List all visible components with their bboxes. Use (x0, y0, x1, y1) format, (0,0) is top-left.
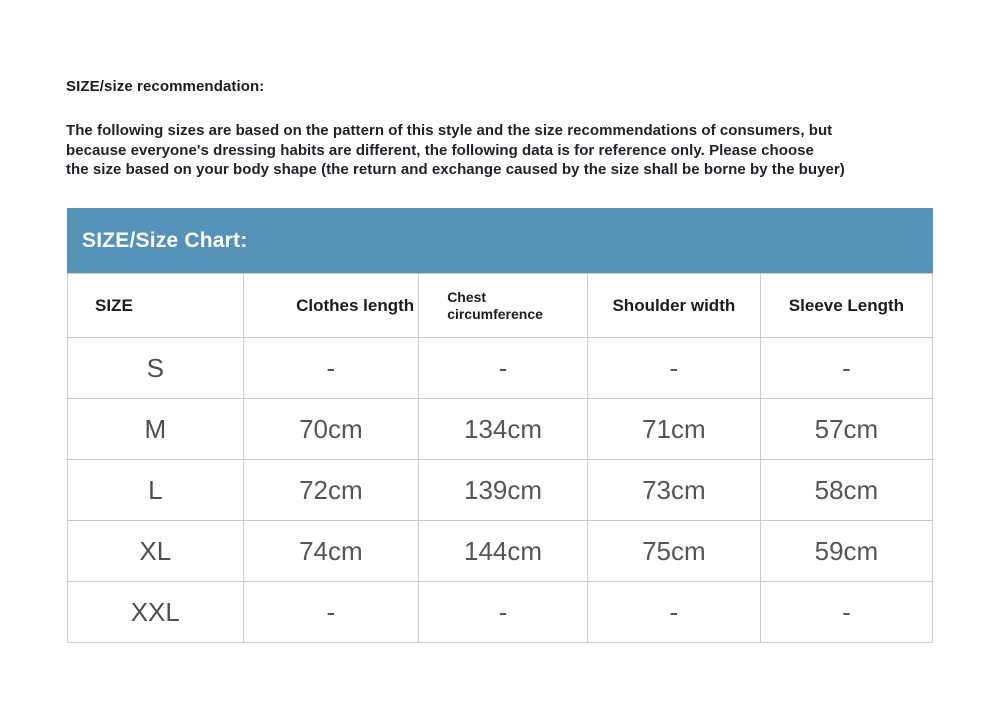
table-row-xxl (68, 582, 933, 643)
chest-circumference-value: - (419, 582, 588, 643)
column-header-chest-circumference: Chest circumference (419, 274, 588, 338)
size-chart-banner (67, 208, 933, 273)
size-label: M (68, 399, 244, 460)
column-header-clothes-length: Clothes length (243, 274, 419, 338)
shoulder-width-value: 73cm (587, 460, 760, 521)
column-header-sleeve-length: Sleeve Length (760, 274, 932, 338)
disclaimer-line-1: The following sizes are based on the pattern of this style and the size recommendations of consumers, but (66, 122, 833, 139)
clothes-length-value: 74cm (243, 521, 419, 582)
clothes-length-value: 70cm (243, 399, 419, 460)
sleeve-length-value: - (760, 338, 932, 399)
disclaimer-line-3: the size based on your body shape (the return and exchange caused by the size shall be borne by the buyer) (66, 161, 845, 178)
clothes-length-value: - (243, 338, 419, 399)
shoulder-width-value: 75cm (587, 521, 760, 582)
shoulder-width-value: - (587, 338, 760, 399)
size-chart-table (67, 273, 933, 643)
chest-circumference-value: 139cm (419, 460, 588, 521)
size-recommendation-heading: SIZE/size recommendation: (66, 78, 265, 95)
table-row-s (68, 338, 933, 399)
table-row-m (68, 399, 933, 460)
size-chart-section (67, 208, 933, 643)
clothes-length-value: 72cm (243, 460, 419, 521)
size-chart-title: SIZE/Size Chart: (82, 228, 248, 252)
shoulder-width-value: - (587, 582, 760, 643)
chest-circumference-value: 144cm (419, 521, 588, 582)
size-label: S (68, 338, 244, 399)
clothes-length-value: - (243, 582, 419, 643)
column-header-shoulder-width: Shoulder width (587, 274, 760, 338)
table-row-xl (68, 521, 933, 582)
sleeve-length-value: 59cm (760, 521, 932, 582)
chest-circumference-value: 134cm (419, 399, 588, 460)
size-label: L (68, 460, 244, 521)
disclaimer-line-2: because everyone's dressing habits are different, the following data is for reference only. Please choose (66, 141, 814, 159)
size-disclaimer-paragraph (66, 121, 936, 180)
shoulder-width-value: 71cm (587, 399, 760, 460)
size-label: XXL (68, 582, 244, 643)
column-header-size: SIZE (68, 274, 244, 338)
chest-circumference-value: - (419, 338, 588, 399)
size-label: XL (68, 521, 244, 582)
sleeve-length-value: 57cm (760, 399, 932, 460)
sleeve-length-value: - (760, 582, 932, 643)
table-row-l (68, 460, 933, 521)
sleeve-length-value: 58cm (760, 460, 932, 521)
size-table-header-row (68, 274, 933, 338)
